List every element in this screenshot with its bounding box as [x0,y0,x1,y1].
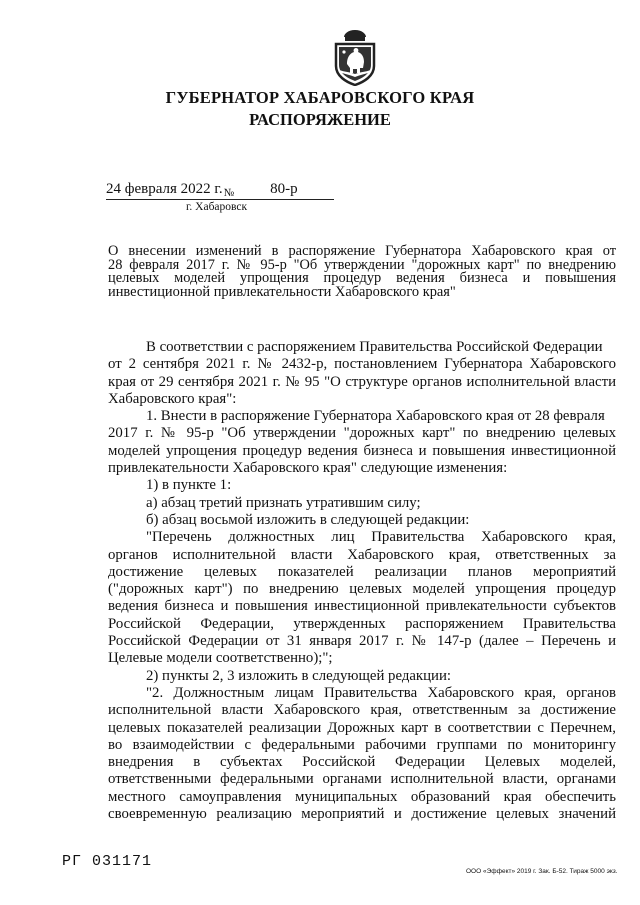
body-line: 1. Внести в распоряжение Губернатора Хабаровского края от 28 февраля [146,408,605,425]
body-line: 2) пункты 2, 3 изложить в следующей редакции: [146,667,451,684]
document-number: 80-р [270,181,298,197]
body-line: В соответствии с распоряжением Правительства Российской Федерации [146,339,603,355]
body-line: ("дорожных карт") по внедрению целевых моделей упрощения процедур [108,581,616,598]
body-line: своевременную реализацию мероприятий и достижение целевых значений [108,806,616,823]
coat-of-arms-emblem [330,28,380,86]
body-line: Российской Федерации от 31 января 2017 г. № 147-р (далее – Перечень и [108,633,616,650]
body-line: "2. Должностным лицам Правительства Хабаровского края, органов [146,684,616,701]
body-line: органов исполнительной власти Хабаровского края, ответственных за [108,546,616,563]
issuer-title: ГУБЕРНАТОР ХАБАРОВСКОГО КРАЯ [165,88,475,107]
subject-line: 28 февраля 2017 г. № 95-р "Об утверждении "дорожных карт" по внедрению [108,256,616,273]
document-city: г. Хабаровск [186,201,248,213]
date-number-line [106,181,298,198]
body-line: Хабаровского края": [108,390,237,407]
subject-line: целевых моделей упрощения процедур ведения бизнеса и повышения [108,270,616,286]
document-date: 24 февраля 2022 г. [106,181,223,197]
form-serial-number: РГ 031171 [62,853,153,870]
body-line: б) абзац восьмой изложить в следующей редакции: [146,511,470,528]
body-line: края от 29 сентября 2021 г. № 95 "О структуре органов исполнительной власти [108,373,616,390]
body-line: а) абзац третий признать утратившим силу; [146,494,421,511]
document-type: РАСПОРЯЖЕНИЕ [249,110,391,129]
date-underline [106,199,334,200]
body-line: достижение целевых показателей реализации планов мероприятий [108,563,616,580]
body-line: ответственными федеральными органами исполнительной власти, органами [108,771,616,788]
body-line: 1) в пункте 1: [146,477,232,494]
body-line: исполнительной власти Хабаровского края, ответственным за достижение [108,702,616,719]
subject-line: О внесении изменений в распоряжение Губернатора Хабаровского края от [108,243,616,259]
number-sign: № [223,187,235,199]
body-line: 2017 г. № 95-р "Об утверждении "дорожных карт" по внедрению целевых [108,425,616,442]
body-line: внедрения в субъектах Российской Федерации Целевых моделей, [108,754,616,771]
body-line: моделей упрощения процедур ведения бизнеса и повышения инвестиционной [108,442,616,459]
printer-imprint: ООО «Эффект» 2019 г. Зак. Б-52. Тираж 5000 экз. [466,868,618,875]
document-subject [108,245,616,299]
body-line: во взаимодействии с федеральными рабочими группами по мониторингу [108,736,616,753]
body-line: от 2 сентября 2021 г. № 2432-р, постановлением Губернатора Хабаровского [108,356,616,373]
body-line: привлекательности Хабаровского края" следующие изменения: [108,460,508,477]
subject-line: инвестиционной привлекательности Хабаровского края" [108,283,456,300]
body-line: целевых показателей реализации Дорожных карт в соответствии с Перечнем, [108,719,616,736]
body-line: Целевые модели соответственно);"; [108,650,333,667]
document-body [108,339,616,823]
body-line: "Перечень должностных лиц Правительства Хабаровского края, [146,529,616,546]
body-line: местного самоуправления муниципальных образований края обеспечить [108,788,616,805]
body-line: ведения бизнеса и повышения инвестиционной привлекательности субъектов [108,598,616,615]
body-line: Российской Федерации, утвержденных распоряжением Правительства [108,615,616,632]
